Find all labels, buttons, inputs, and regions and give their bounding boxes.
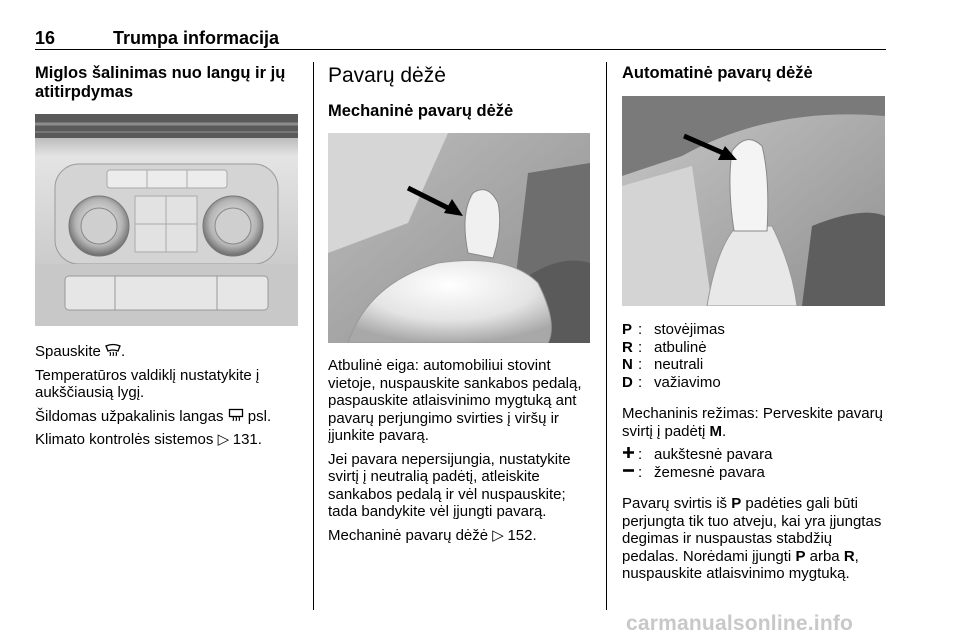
watermark: carmanualsonline.info	[626, 612, 854, 635]
rear-window-heater-icon	[228, 408, 244, 422]
column-automatic	[622, 64, 887, 83]
list-item: D : važiavimo	[622, 373, 721, 391]
gearbox-text	[328, 357, 590, 544]
minus-icon	[622, 464, 635, 477]
list-item: R : atbulinė	[622, 338, 707, 356]
shift-list	[622, 446, 887, 481]
climate-control-photo	[35, 114, 298, 326]
column-gearbox	[328, 64, 590, 121]
page-reference-icon: ▷	[217, 431, 230, 448]
paragraph: Jei pavara nepersijungia, nustatykite svirtį į neutralią padėtį, atleiskite sankabos pedalą ir vėl nuspauskite; tada bandykite vėl įjungti pavarą.	[328, 450, 571, 520]
paragraph: Pavarų svirtis iš P padėties gali būti perjungta tik tuo atveju, kai yra įjungtas degimas ir nuspaustas stabdžių pedalas. Norėdami įjungti P arba R, nuspauskite atlaisvinimo mygtuką.	[622, 495, 882, 582]
manual-gearbox-photo	[328, 133, 590, 343]
section-heading: Automatinė pavarų dėžė	[622, 64, 813, 82]
running-title: Trumpa informacija	[113, 28, 280, 48]
sub-heading: Mechaninė pavarų dėžė	[328, 102, 514, 120]
windscreen-defrost-icon	[105, 343, 121, 357]
defrost-text	[35, 343, 298, 449]
paragraph: Mechaninis režimas: Perveskite pavarų svirtį į padėtį M.	[622, 405, 883, 440]
plus-icon	[622, 446, 635, 459]
page-header	[35, 28, 886, 50]
paragraph: Klimato kontrolės sistemos ▷ 131.	[35, 431, 262, 448]
paragraph: Šildomas užpakalinis langas psl.	[35, 407, 272, 425]
column-divider	[313, 62, 314, 610]
paragraph: Mechaninė pavarų dėžė ▷ 152.	[328, 526, 537, 544]
page-number: 16	[35, 28, 56, 48]
page-reference[interactable]: 152.	[507, 526, 537, 544]
page-reference[interactable]: 131.	[232, 431, 262, 448]
column-defrost	[35, 64, 298, 102]
section-heading: Miglos šalinimas nuo langų ir jų atitirpdymas	[35, 64, 286, 101]
automatic-gearbox-photo	[622, 96, 885, 306]
paragraph: Atbulinė eiga: automobiliui stovint vietoje, nuspauskite sankabos pedalą, paspauskite atlaisvinimo mygtuką ant pavarų perjungimo svirties į viršų ir įjunkite pavarą.	[328, 357, 582, 444]
list-item: : žemesnė pavara	[622, 464, 887, 482]
column-divider	[606, 62, 607, 610]
automatic-text	[622, 321, 887, 583]
paragraph: Temperatūros valdiklį nustatykite į aukščiausią lygį.	[35, 366, 260, 401]
paragraph: Spauskite .	[35, 343, 126, 360]
page-reference-icon: ▷	[492, 526, 504, 544]
gear-list	[622, 321, 887, 391]
list-item: P : stovėjimas	[622, 321, 725, 338]
list-item: : aukštesnė pavara	[622, 446, 887, 464]
section-heading: Pavarų dėžė	[328, 64, 446, 87]
list-item: N : neutrali	[622, 356, 704, 373]
